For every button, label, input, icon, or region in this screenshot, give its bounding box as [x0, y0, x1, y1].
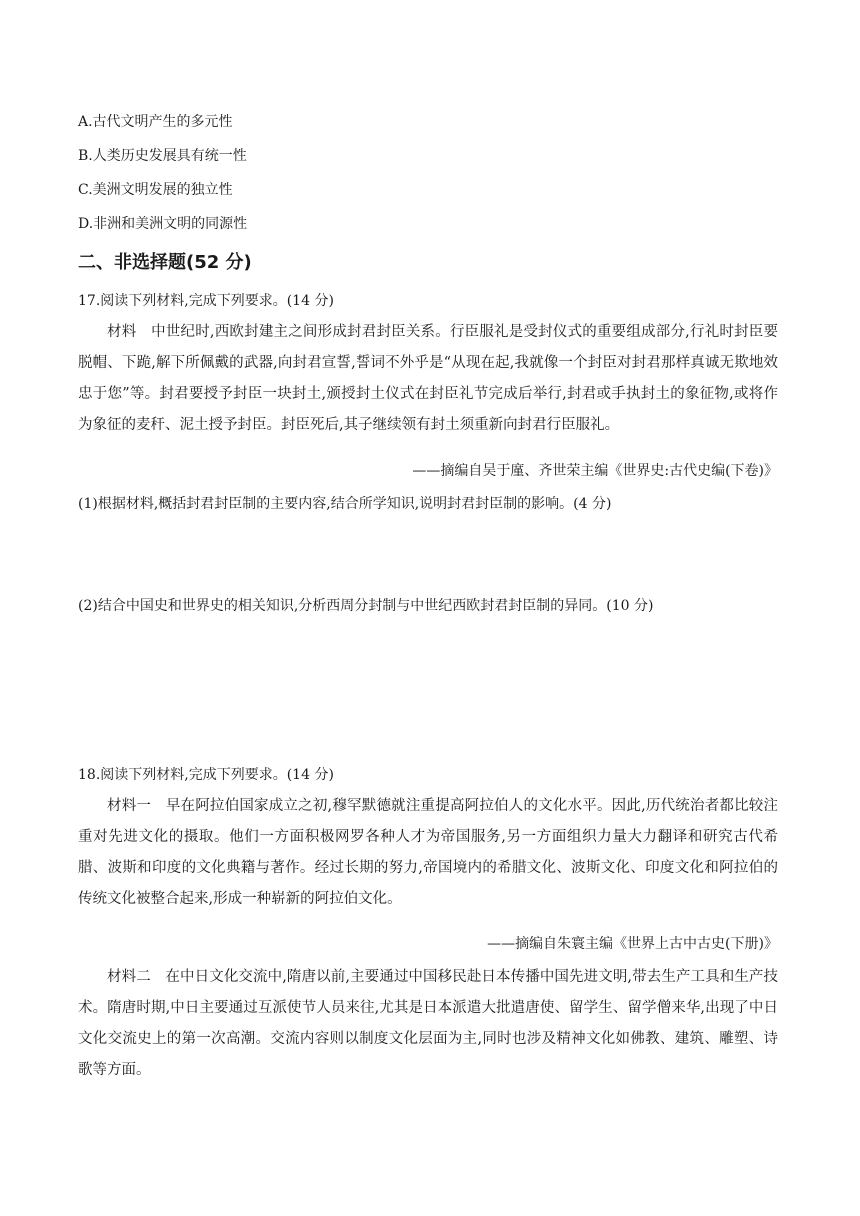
q18-material2-label: 材料二: [107, 969, 151, 985]
q17-sub2: (2)结合中国史和世界史的相关知识,分析西周分封制与中世纪西欧封君封臣制的异同。(10 分): [78, 598, 654, 614]
q17-stem: 17.阅读下列材料,完成下列要求。(14 分): [78, 293, 334, 309]
q17-sub1: (1)根据材料,概括封君封臣制的主要内容,结合所学知识,说明封君封臣制的影响。(4 分): [78, 496, 612, 512]
q17-material: [78, 317, 778, 441]
option-c: C.美洲文明发展的独立性: [78, 182, 233, 198]
option-b: B.人类历史发展具有统一性: [78, 148, 247, 164]
section-title: 二、非选择题(52 分): [78, 252, 252, 273]
q17-material-label: 材料: [107, 324, 137, 340]
q18-material2: [78, 962, 778, 1086]
q18-material2-text: 在中日文化交流中,隋唐以前,主要通过中国移民赴日本传播中国先进文明,带去生产工具和生产技术。隋唐时期,中日主要通过互派使节人员来往,尤其是日本派遣大批遣唐使、留学生、留学僧来华,出现了中日文化交流史上的第一次高潮。交流内容则以制度文化层面为主,同时也涉及精神文化如佛教、建筑、雕塑、诗歌等方面。: [78, 969, 779, 1078]
q18-material1: [78, 791, 778, 915]
q18-source1: ——摘编自朱寰主编《世界上古中古史(下册)》: [487, 936, 778, 952]
option-a: A.古代文明产生的多元性: [78, 114, 233, 130]
option-d: D.非洲和美洲文明的同源性: [78, 216, 248, 232]
q18-material1-text: 早在阿拉伯国家成立之初,穆罕默德就注重提高阿拉伯人的文化水平。因此,历代统治者都比较注重对先进文化的摄取。他们一方面积极网罗各种人才为帝国服务,另一方面组织力量大力翻译和研究古代希腊、波斯和印度的文化典籍与著作。经过长期的努力,帝国境内的希腊文化、波斯文化、印度文化和阿拉伯的传统文化被整合起来,形成一种崭新的阿拉伯文化。: [78, 798, 779, 907]
q17-material-text: 中世纪时,西欧封建主之间形成封君封臣关系。行臣服礼是受封仪式的重要组成部分,行礼时封臣要脱帽、下跪,解下所佩戴的武器,向封君宣誓,誓词不外乎是“从现在起,我就像一个封臣对封君那样真诚无欺地效忠于您”等。封君要授予封臣一块封土,颁授封土仪式在封臣礼节完成后举行,封君或手执封土的象征物,或将作为象征的麦秆、泥土授予封臣。封臣死后,其子继续领有封土须重新向封君行臣服礼。: [78, 324, 778, 433]
q18-stem: 18.阅读下列材料,完成下列要求。(14 分): [78, 767, 334, 783]
q17-source: ——摘编自吴于廑、齐世荣主编《世界史:古代史编(下卷)》: [412, 463, 778, 479]
q18-material1-label: 材料一: [107, 798, 152, 814]
